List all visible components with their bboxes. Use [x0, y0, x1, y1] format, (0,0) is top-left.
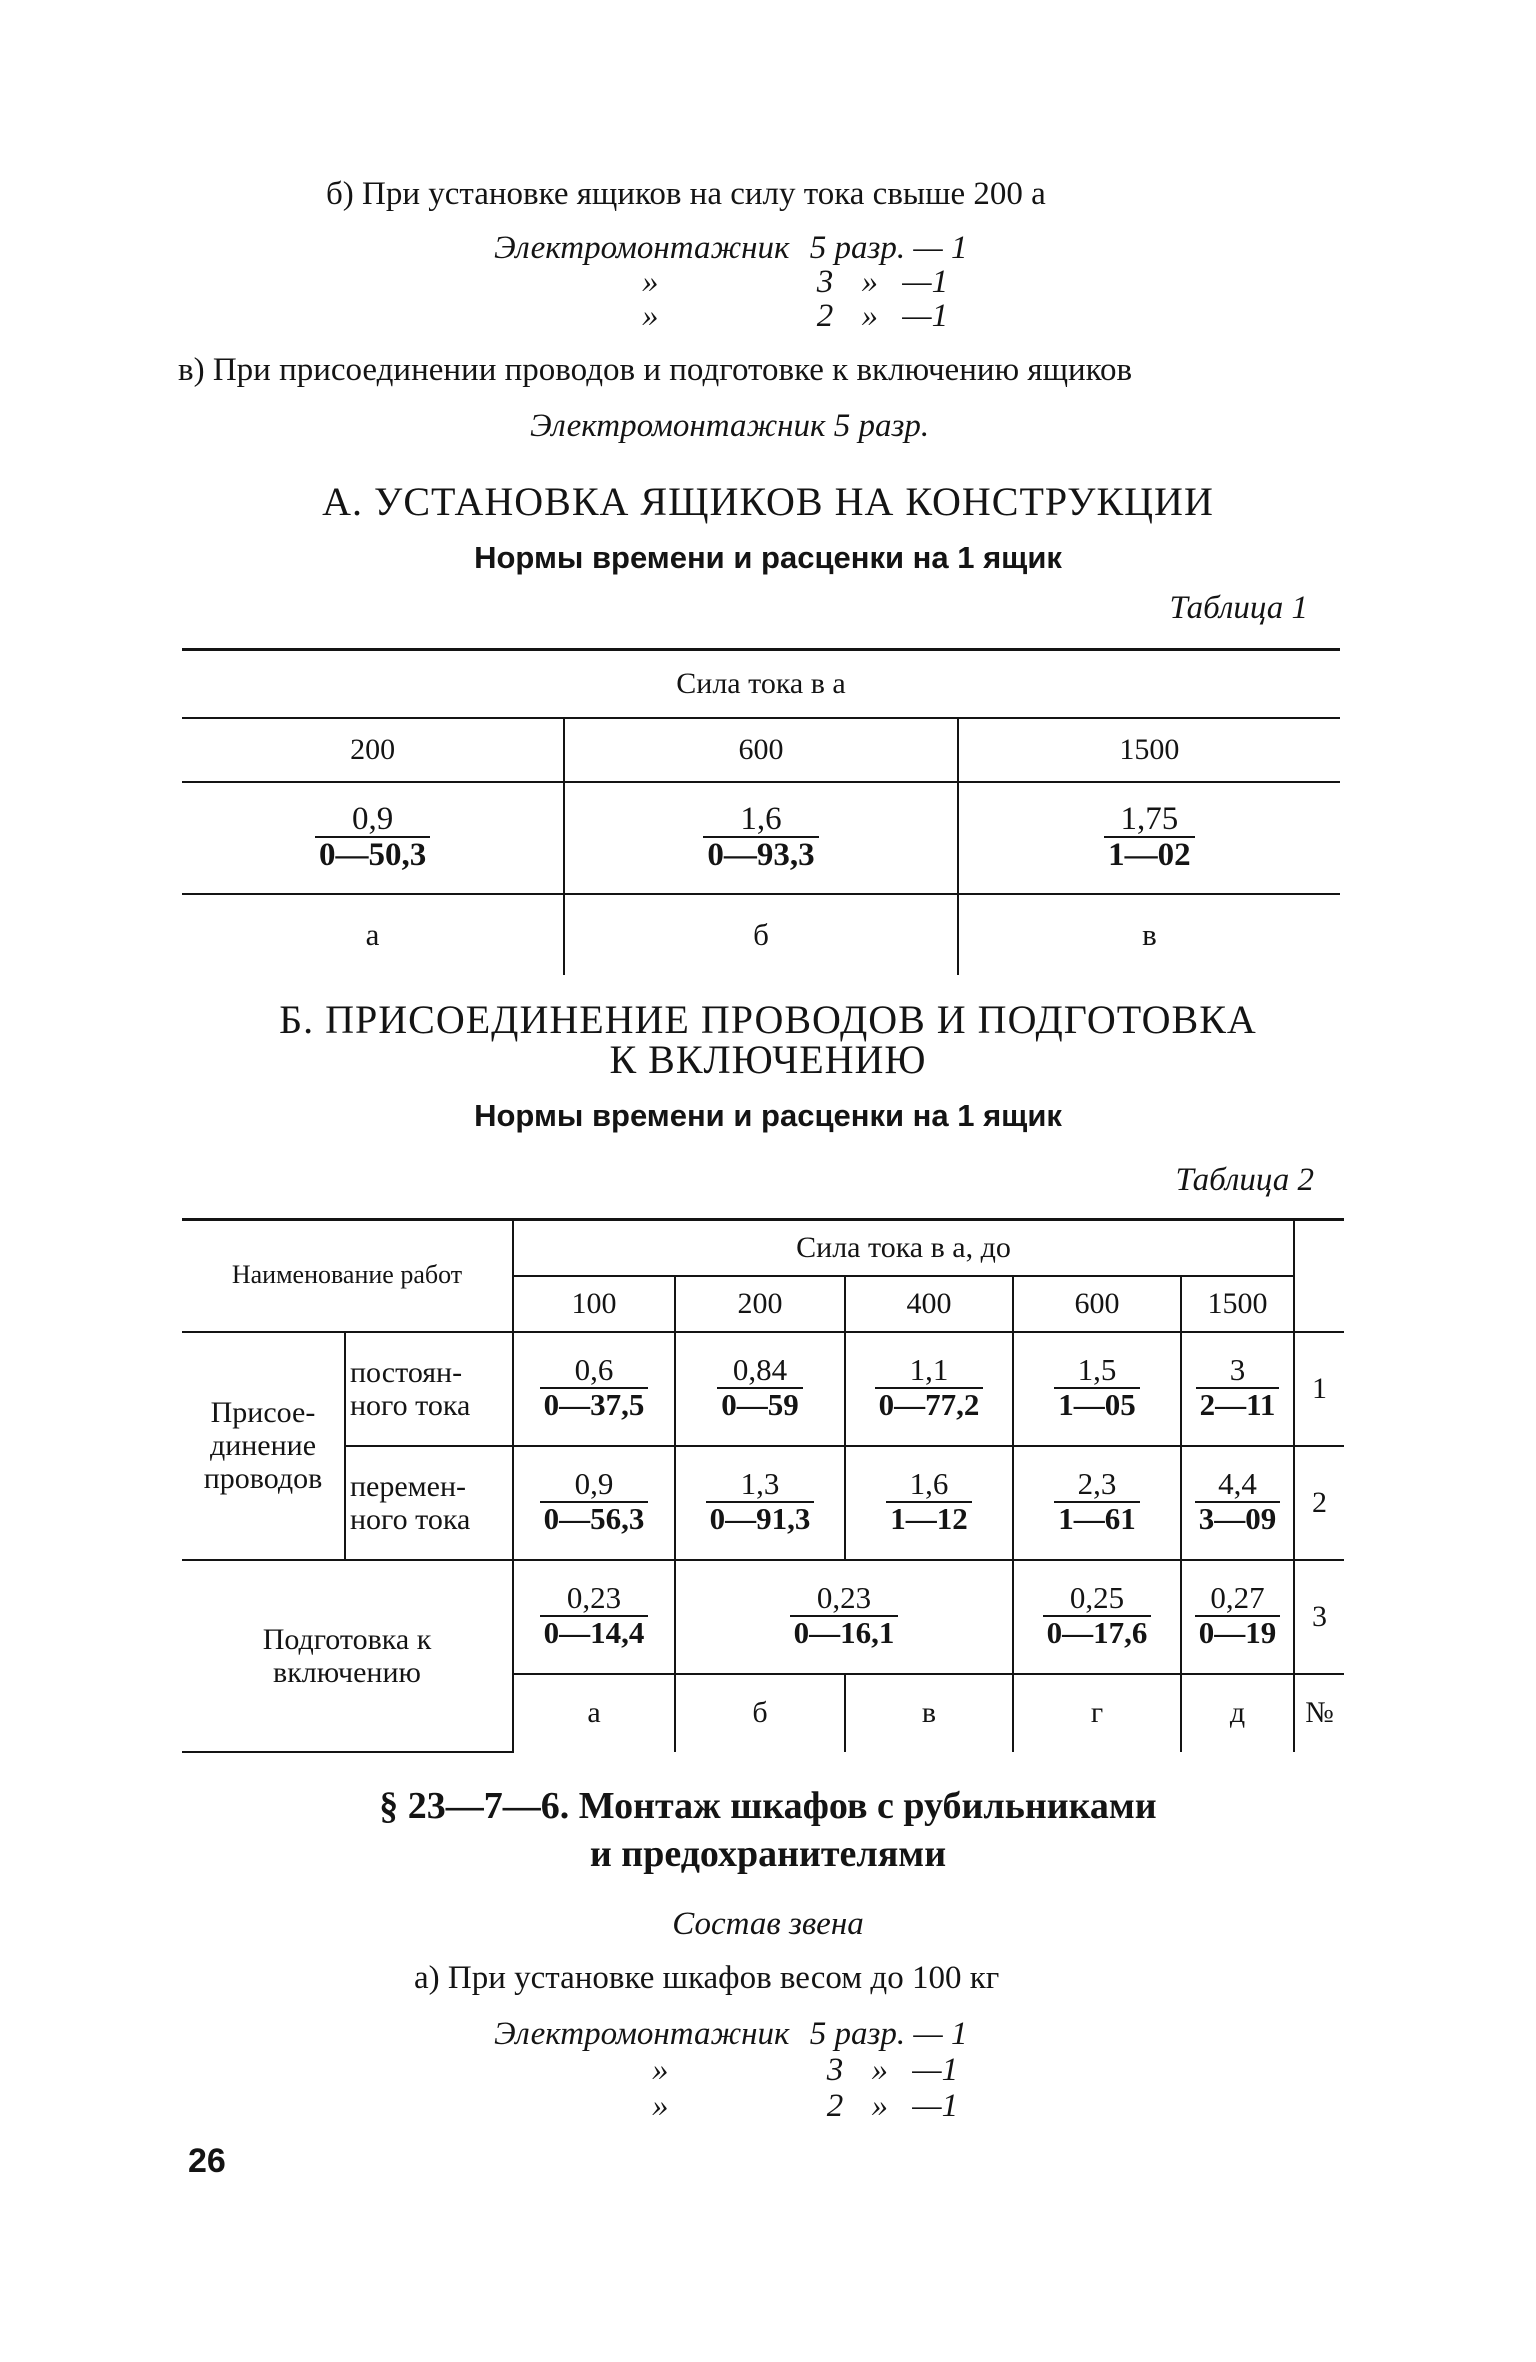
section-a-title: А. УСТАНОВКА ЯЩИКОВ НА КОНСТРУКЦИИ [322, 479, 1214, 524]
row-number: 1 [1294, 1332, 1344, 1446]
column-letter: а [513, 1674, 675, 1752]
current-header: Сила тока в а, до [513, 1220, 1294, 1276]
col-header: 400 [845, 1276, 1013, 1332]
value-cell: $\frac{0,25}{0—17,6}$ [1013, 1560, 1181, 1674]
prep-label: Подготовка к включению [182, 1560, 513, 1752]
table-2 [182, 1218, 1344, 1753]
value-cell: $\frac{1,75}{1—02}$ [958, 782, 1340, 894]
crew-row: » 2 » —1 [652, 2088, 959, 2124]
table-1 [182, 648, 1340, 975]
column-letter: а [365, 917, 380, 952]
section-b-subtitle: Нормы времени и расценки на 1 ящик [474, 1098, 1062, 1133]
value-cell: $\frac{1,3}{0—91,3}$ [675, 1446, 845, 1560]
value-cell: $\frac{1,5}{1—05}$ [1013, 1332, 1181, 1446]
row-number: 3 [1294, 1560, 1344, 1674]
col-header: 600 [564, 718, 958, 782]
section-b-title-line2: К ВКЛЮЧЕНИЮ [609, 1037, 927, 1082]
crew-row: Электромонтажник 5 разр. — 1 [494, 2016, 968, 2052]
paragraph-title-line2: и предохранителями [589, 1833, 947, 1875]
col-header: 1500 [1181, 1276, 1294, 1332]
column-letter: г [1013, 1674, 1181, 1752]
col-header: 200 [182, 718, 564, 782]
num-label: № [1294, 1674, 1344, 1752]
column-letter: в [845, 1674, 1013, 1752]
value-cell: $\frac{1,6}{1—12}$ [845, 1446, 1013, 1560]
paragraph-a-line: а) При установке шкафов весом до 100 кг [414, 1960, 1000, 1996]
column-letter: д [1181, 1674, 1294, 1752]
crew-caption: Состав звена [672, 1906, 864, 1942]
value-cell: $\frac{0,9}{0—56,3}$ [513, 1446, 675, 1560]
column-letter: б [564, 894, 958, 975]
value-cell: $\frac{0,9}{0—50,3}$ [182, 782, 564, 894]
value-cell: $\frac{0,23}{0—16,1}$ [675, 1560, 1013, 1674]
value-cell: $\frac{0,27}{0—19}$ [1181, 1560, 1294, 1674]
section-a-subtitle: Нормы времени и расценки на 1 ящик [474, 540, 1062, 575]
value-cell: $\frac{2,3}{1—61}$ [1013, 1446, 1181, 1560]
col-header: 600 [1013, 1276, 1181, 1332]
crew-row: » 3 » —1 [652, 2052, 959, 2088]
value-cell: $\frac{0,23}{0—14,4}$ [513, 1560, 675, 1674]
value-cell: $\frac{0,6}{0—37,5}$ [513, 1332, 675, 1446]
col-header: 1500 [958, 718, 1340, 782]
value-cell: $\frac{0,84}{0—59}$ [675, 1332, 845, 1446]
crew-row: Электромонтажник 5 разр. — 1 [494, 230, 968, 266]
value-cell: $\frac{1,6}{0—93,3}$ [564, 782, 958, 894]
value-cell: $\frac{3}{2—11}$ [1181, 1332, 1294, 1446]
column-letter: б [675, 1674, 845, 1752]
intro-v-line: в) При присоединении проводов и подготовке к включению ящиков [178, 352, 1133, 388]
col-header: 100 [513, 1276, 675, 1332]
col-header: 200 [675, 1276, 845, 1332]
intro-v-crew: Электромонтажник 5 разр. [530, 408, 930, 444]
intro-b-line: б) При установке ящиков на силу тока свыше 200 а [326, 176, 1046, 212]
row-sub-label: постоян-ного тока [345, 1332, 513, 1446]
value-cell: $\frac{4,4}{3—09}$ [1181, 1446, 1294, 1560]
paragraph-title-line1: § 23—7—6. Монтаж шкафов с рубильниками [379, 1785, 1157, 1827]
table-2-caption: Таблица 2 [1175, 1162, 1314, 1198]
num-header-cell [1294, 1220, 1344, 1332]
crew-row: » 3 » —1 [642, 264, 949, 300]
value-cell: $\frac{1,1}{0—77,2}$ [845, 1332, 1013, 1446]
table-1-header: Сила тока в а [182, 650, 1340, 719]
name-header: Наименование работ [182, 1220, 513, 1332]
section-b-title-line1: Б. ПРИСОЕДИНЕНИЕ ПРОВОДОВ И ПОДГОТОВКА [279, 997, 1257, 1042]
row-number: 2 [1294, 1446, 1344, 1560]
table-1-caption: Таблица 1 [1169, 590, 1308, 626]
page-number: 26 [188, 2142, 226, 2180]
crew-row: » 2 » —1 [642, 298, 949, 334]
row-sub-label: перемен-ного тока [345, 1446, 513, 1560]
group-label: Присое-динение проводов [182, 1332, 345, 1560]
column-letter: в [1142, 917, 1157, 952]
